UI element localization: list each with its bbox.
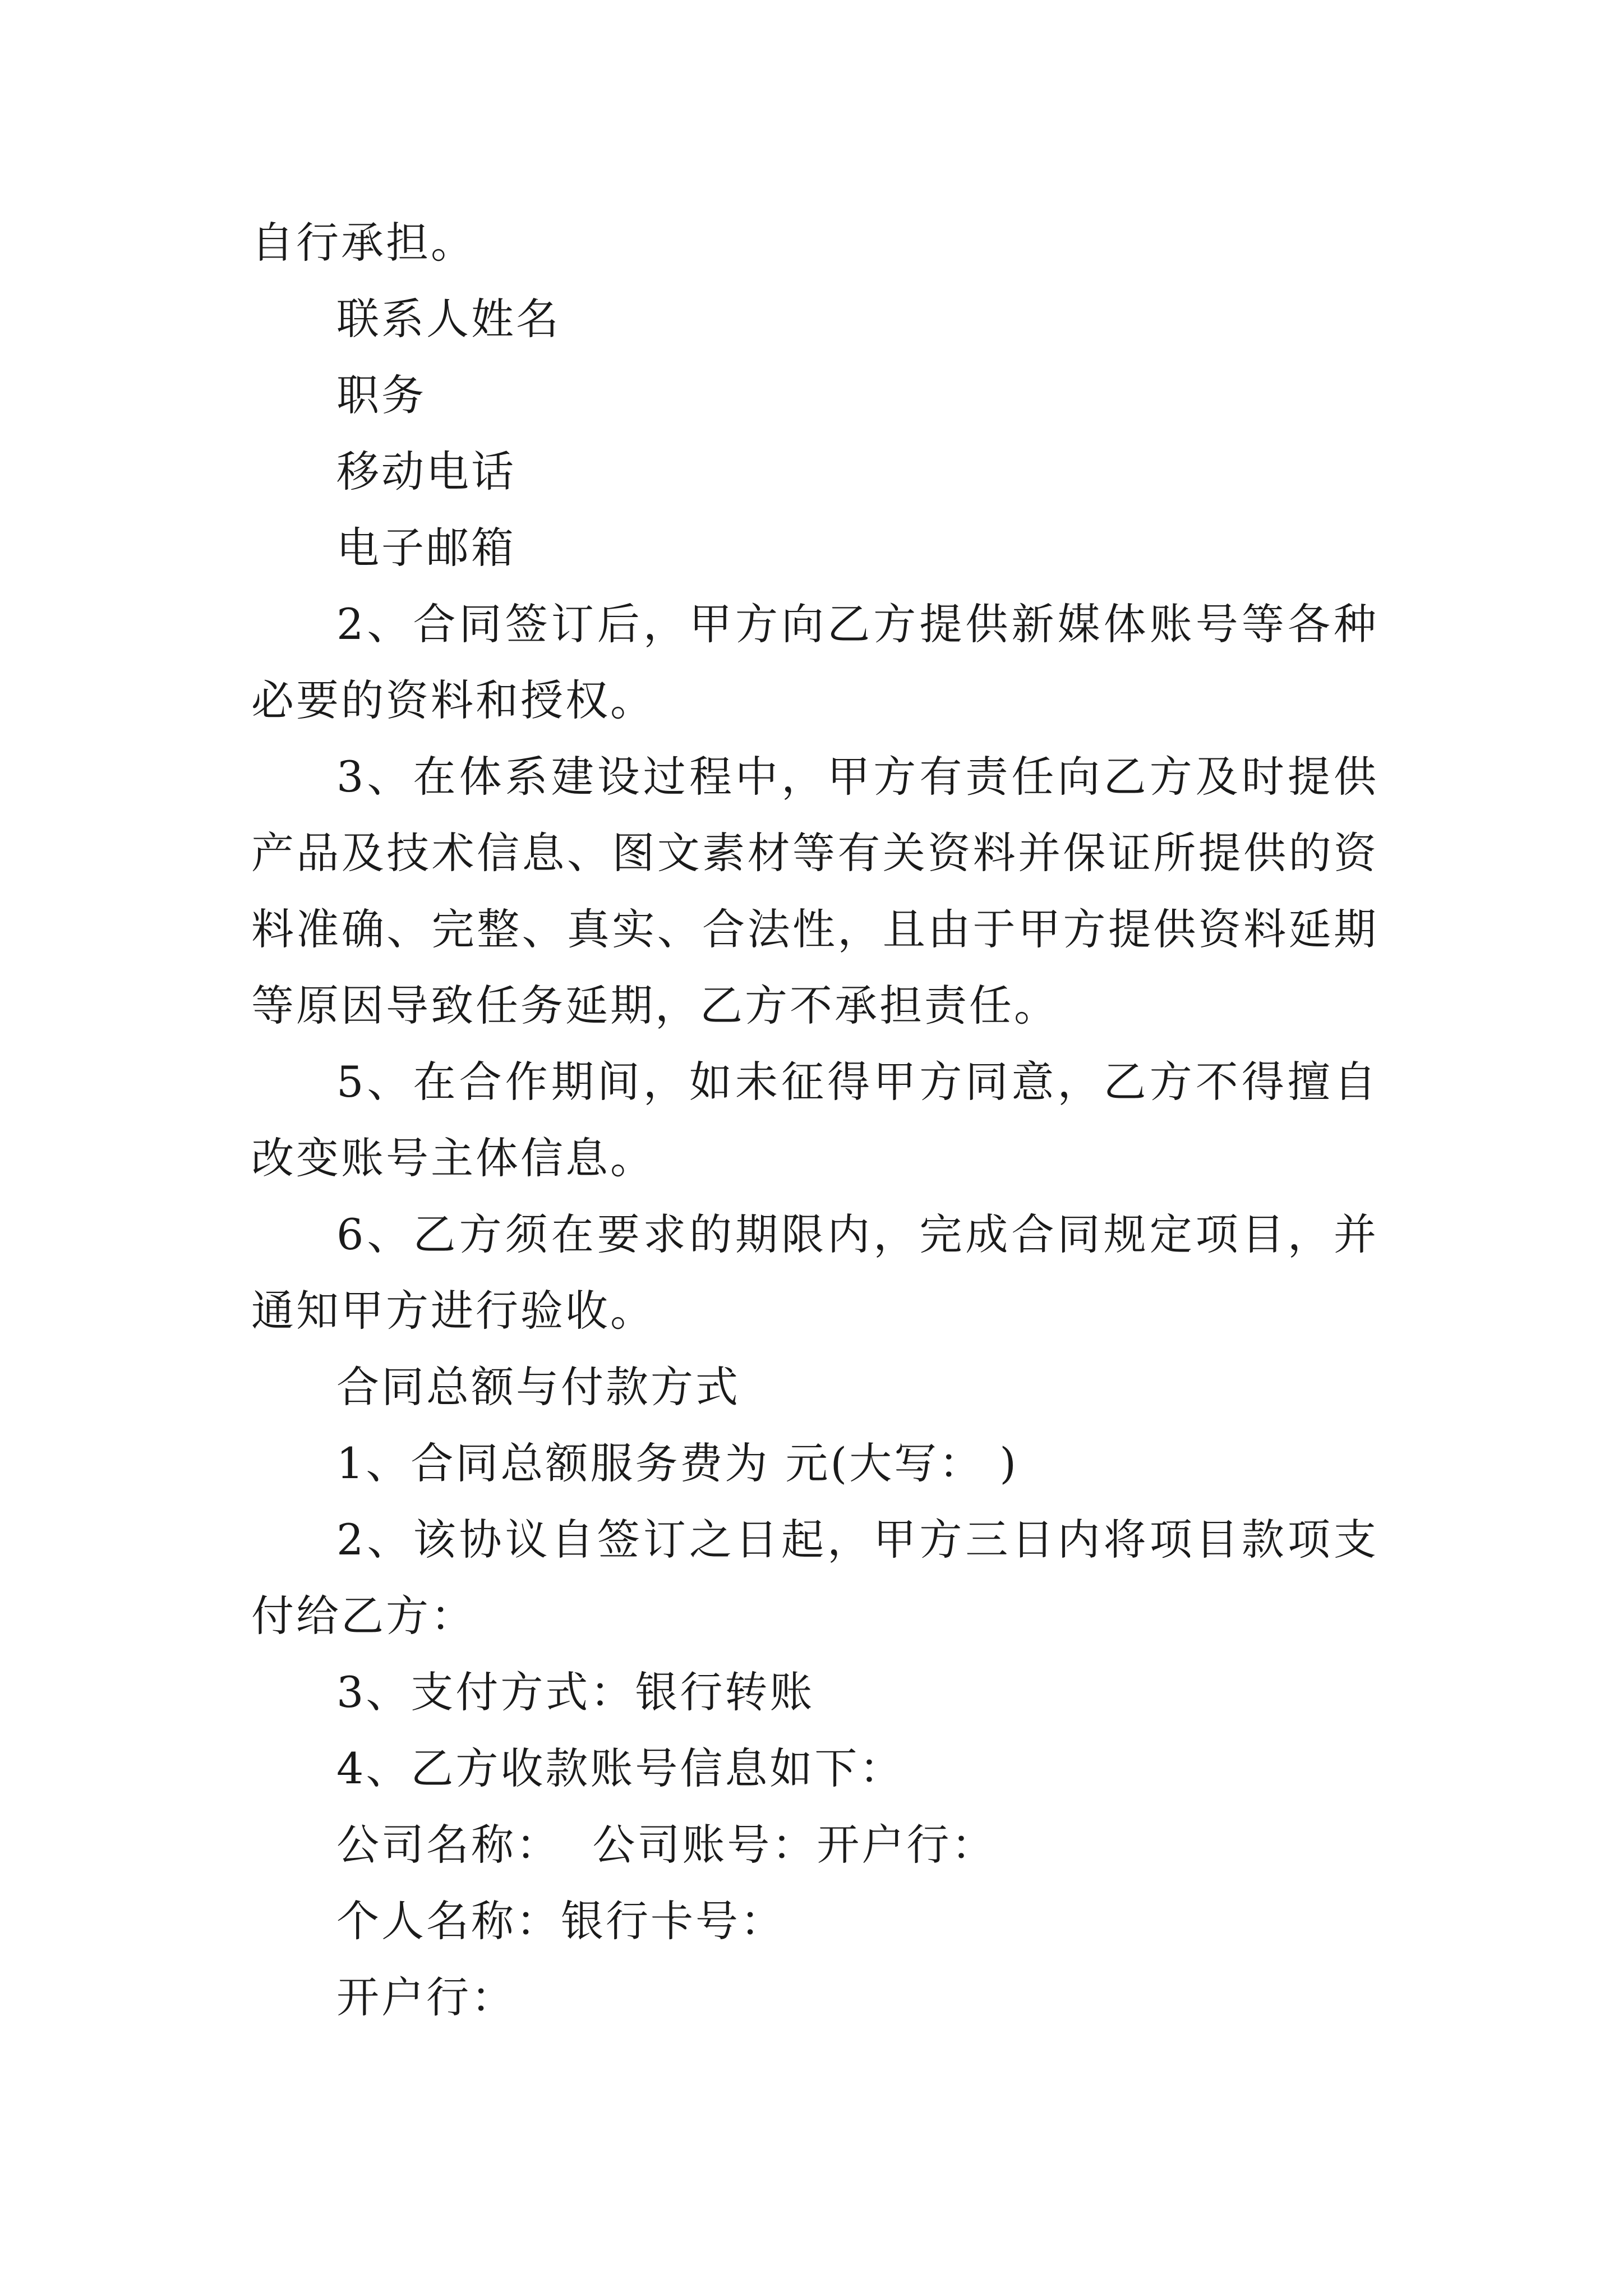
personal-account-line: 个人名称：银行卡号： [336, 1896, 785, 1946]
clause-6: 6、乙方须在要求的期限内，完成合同规定项目，并通知甲方进行验收。 [251, 1209, 1378, 1336]
payment-clause-4: 4、乙方收款账号信息如下： [336, 1743, 905, 1793]
payment-clause-1: 1、合同总额服务费为 元(大写： ) [336, 1438, 1018, 1488]
mobile-phone-label: 移动电话 [336, 447, 516, 496]
company-account-line: 公司名称： 公司账号：开户行： [336, 1820, 997, 1870]
email-label: 电子邮箱 [336, 523, 516, 573]
clause-3: 3、在体系建设过程中，甲方有责任向乙方及时提供产品及技术信息、图文素材等有关资料并保证所提供的资料准确、完整、真实、合法性，且由于甲方提供资料延期等原因导致任务延期，乙方不承担责任。 [251, 752, 1378, 1030]
payment-clause-2: 2、该协议自签订之日起，甲方三日内将项目款项支付给乙方： [251, 1515, 1378, 1641]
clause-2: 2、合同签订后，甲方向乙方提供新媒体账号等各种必要的资料和授权。 [251, 599, 1378, 725]
clause-5: 5、在合作期间，如未征得甲方同意，乙方不得擅自改变账号主体信息。 [251, 1057, 1378, 1183]
opening-bank-line: 开户行： [336, 1972, 516, 2022]
payment-clause-3: 3、支付方式：银行转账 [336, 1667, 815, 1717]
paragraph-continuation: 自行承担。 [251, 218, 476, 268]
section-heading-payment: 合同总额与付款方式 [336, 1362, 740, 1412]
position-label: 职务 [336, 370, 426, 420]
document-body [251, 205, 1378, 2036]
contact-name-label: 联系人姓名 [336, 294, 561, 344]
